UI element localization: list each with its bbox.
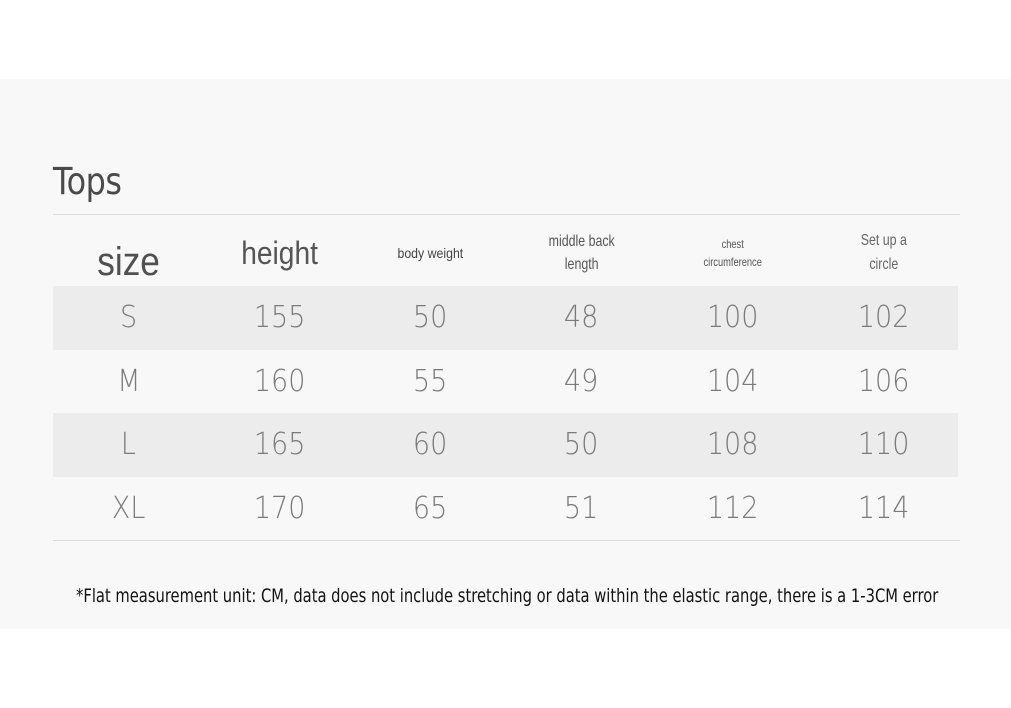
cell-height: 170 (253, 490, 306, 526)
measurement-note: *Flat measurement unit: CM, data does not include stretching or data within the elastic range, there is a 1-3CM error (76, 585, 939, 607)
cell-chest: 104 (706, 363, 759, 399)
cell-height: 165 (253, 427, 306, 463)
header-middle-back-length (506, 220, 657, 286)
header-chest-line1: chest (721, 237, 744, 251)
cell-size: S (119, 300, 138, 336)
cell-chest: 108 (706, 427, 759, 463)
table-row (53, 286, 958, 350)
size-table-body (53, 286, 958, 540)
cell-body-weight: 65 (413, 490, 448, 526)
cell-middle-back-length: 48 (564, 300, 599, 336)
header-set-up-a-circle (808, 220, 959, 286)
cell-middle-back-length: 50 (564, 427, 599, 463)
cell-body-weight: 55 (413, 363, 448, 399)
header-set-up-a-circle-label (857, 229, 909, 277)
cell-circle: 114 (857, 490, 910, 526)
header-size (53, 220, 204, 286)
cell-body-weight: 50 (413, 300, 448, 336)
header-chest-circumference (657, 220, 808, 286)
header-circle-line2: circle (869, 256, 898, 273)
cell-height: 160 (253, 363, 306, 399)
header-middle-back-line1: middle back (548, 233, 615, 250)
cell-chest: 112 (706, 490, 759, 526)
chart-title: Tops (53, 160, 122, 203)
header-height-label: height (241, 234, 318, 271)
header-body-weight-label: body weight (397, 245, 464, 261)
cell-height: 155 (253, 300, 306, 336)
cell-size: L (120, 427, 137, 463)
header-chest-circumference-label (699, 235, 765, 271)
cell-middle-back-length: 51 (564, 490, 599, 526)
table-header-row (53, 220, 958, 286)
top-divider (53, 214, 960, 215)
header-chest-line2: circumference (703, 255, 762, 269)
cell-body-weight: 60 (413, 427, 448, 463)
cell-chest: 100 (706, 300, 759, 336)
cell-circle: 102 (857, 300, 910, 336)
bottom-divider (53, 540, 960, 541)
header-body-weight (355, 220, 506, 286)
cell-middle-back-length: 49 (564, 363, 599, 399)
cell-circle: 106 (857, 363, 910, 399)
cell-circle: 110 (857, 427, 910, 463)
header-middle-back-length-label (544, 230, 619, 276)
table-row (53, 477, 958, 541)
table-row (53, 413, 958, 477)
header-circle-line1: Set up a (860, 232, 907, 249)
cell-size: M (116, 363, 141, 399)
cell-size: XL (111, 490, 146, 526)
header-height (204, 220, 355, 286)
header-size-label: size (97, 239, 160, 284)
header-middle-back-line2: length (564, 256, 599, 273)
table-row (53, 350, 958, 414)
